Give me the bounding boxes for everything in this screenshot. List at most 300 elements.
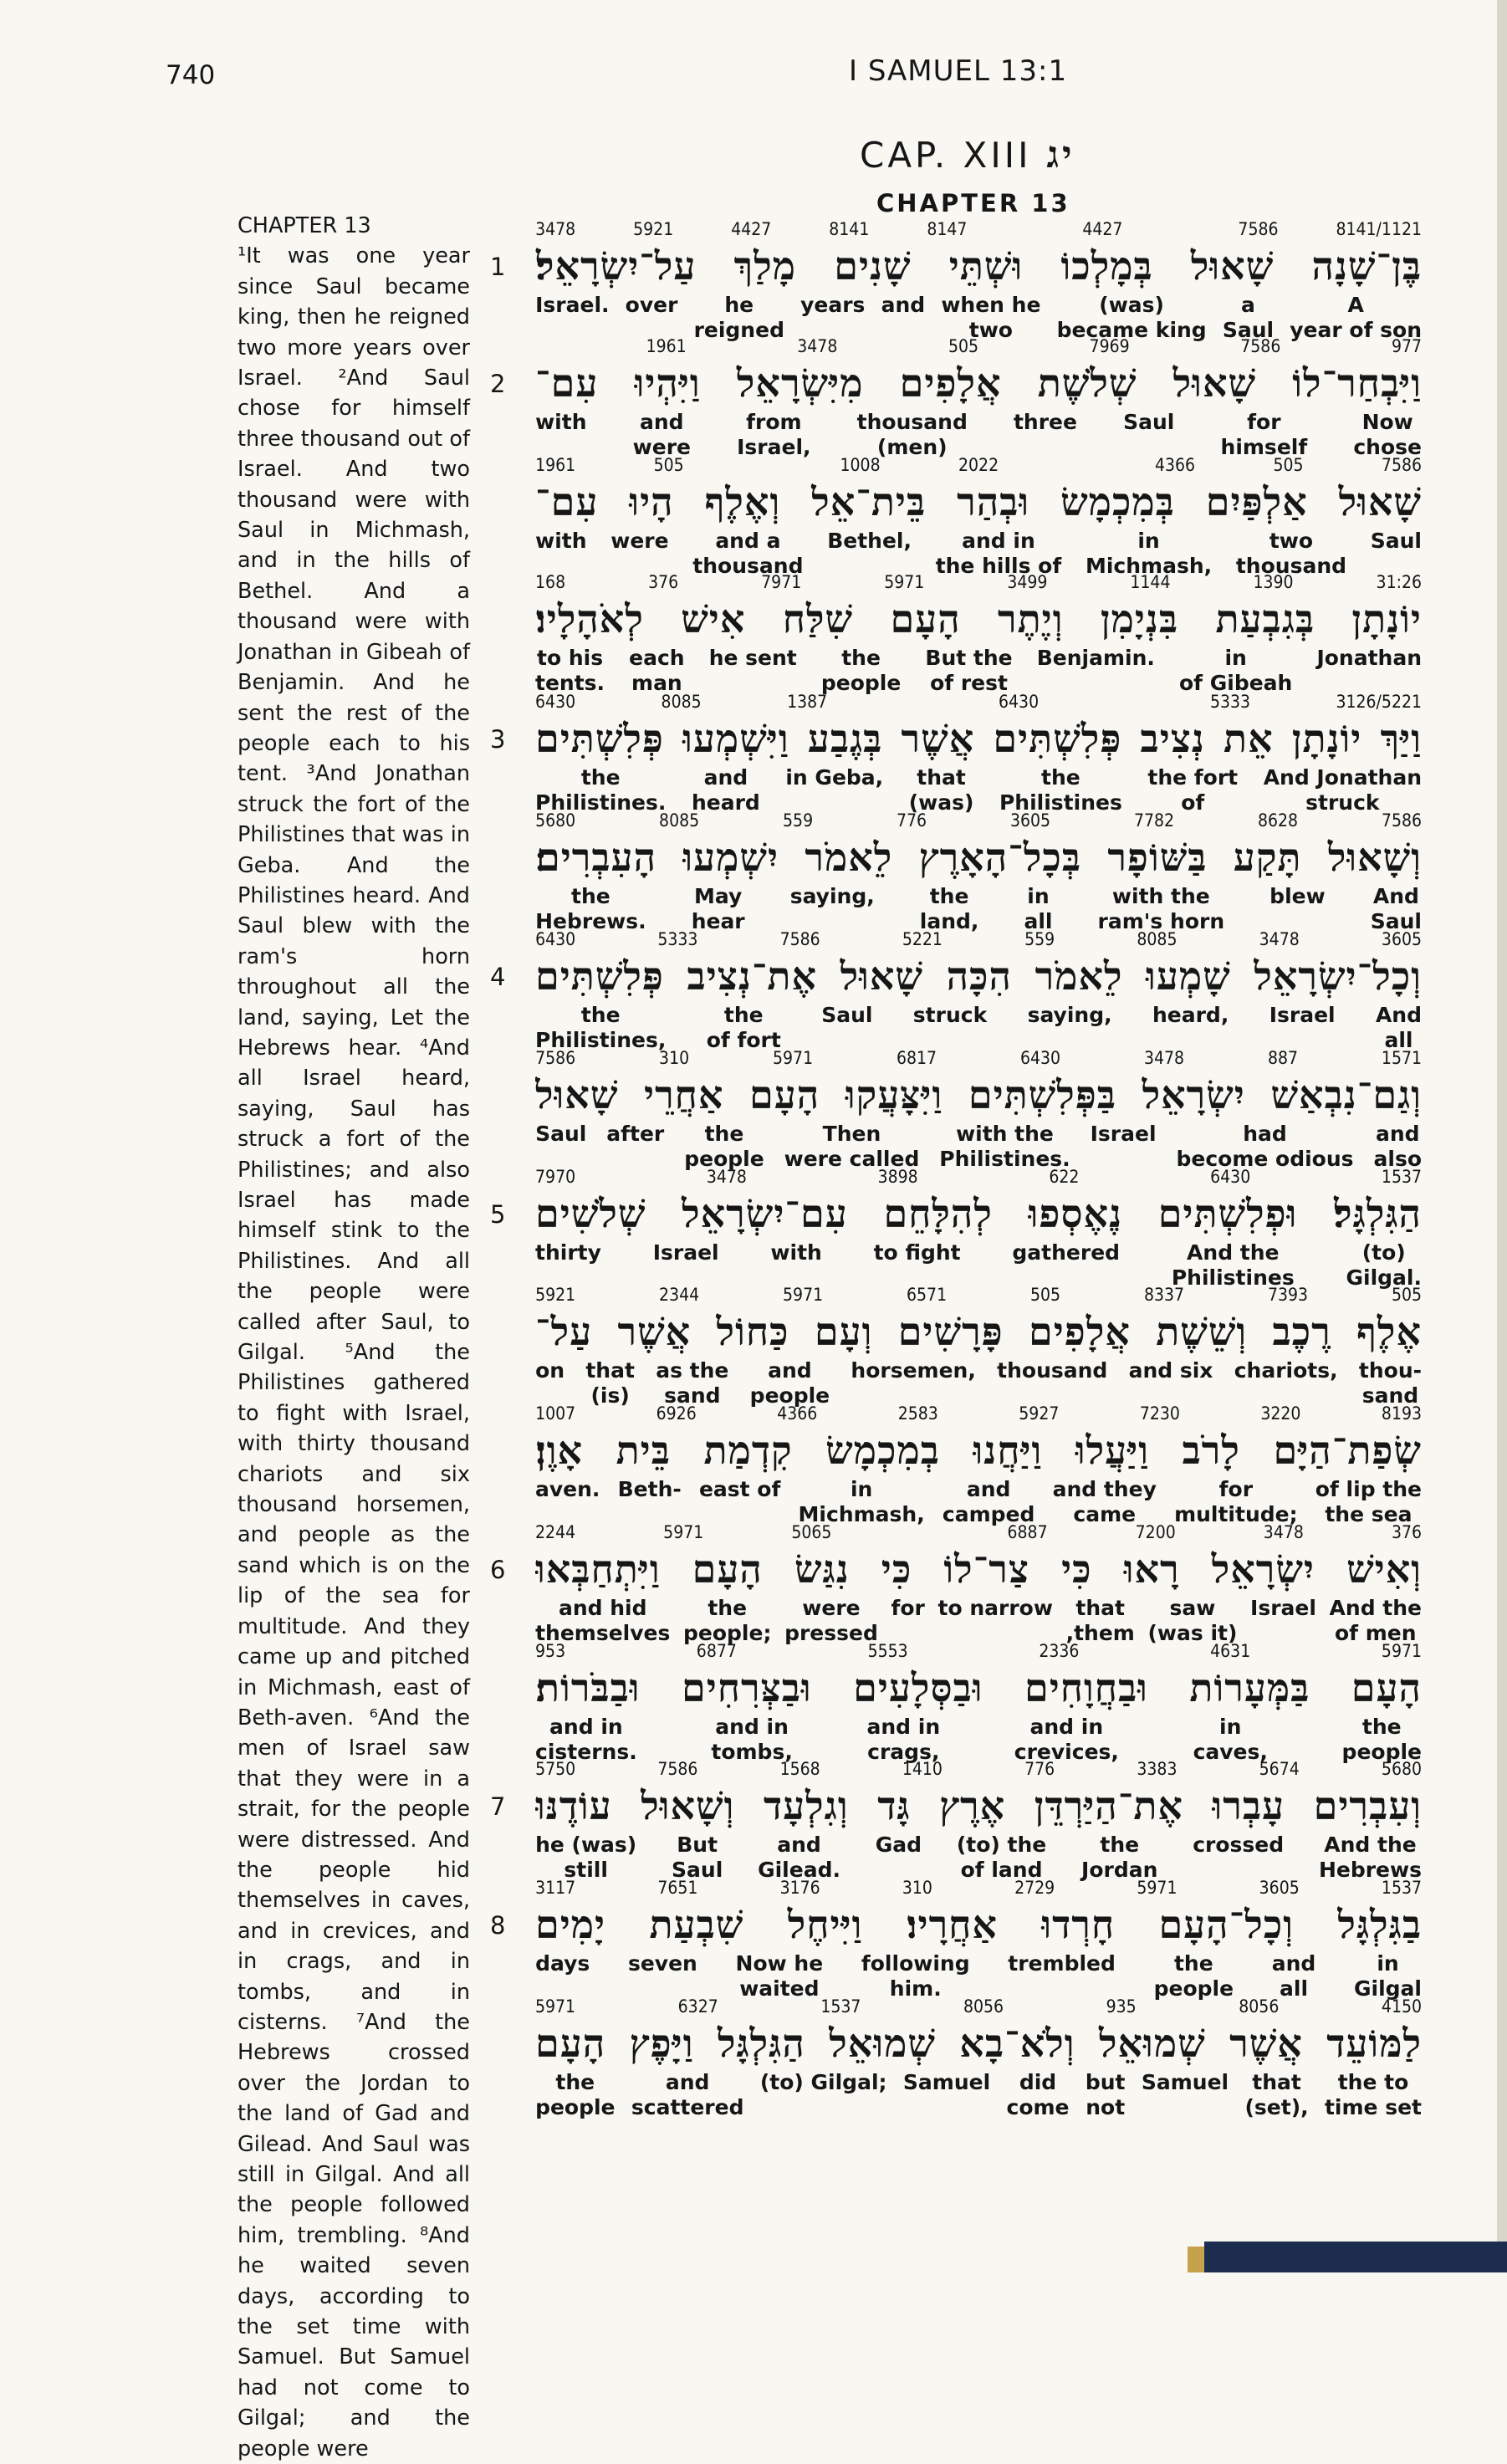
- chapter-cap-title: [860, 134, 1075, 176]
- strongs-number: 376: [648, 572, 679, 592]
- gloss-word: that (was): [908, 765, 974, 815]
- gloss-word: two thousand: [1235, 529, 1347, 578]
- strongs-number: 1961: [646, 336, 687, 356]
- hebrew-text-line: שָׁאוּל אַלְפַּיִם בְּמִכְמָשׂ וּבְהַר בֵּית־אֵל וְאֶלֶף הָיוּ עִם־: [535, 479, 1422, 524]
- verse-number: 7: [490, 1792, 506, 1821]
- gloss-word: with the Philistines.: [939, 1122, 1070, 1171]
- gloss-word: thirty: [535, 1240, 601, 1265]
- english-gloss-row: [535, 529, 1422, 579]
- gloss-word: Israel.: [535, 293, 610, 317]
- english-gloss-row: [535, 1477, 1422, 1527]
- gloss-word: the of fort: [706, 1003, 781, 1052]
- strongs-numbers-row: [535, 1878, 1422, 1903]
- gloss-word: and Gilead.: [758, 1833, 840, 1882]
- strongs-numbers-row: [535, 1641, 1422, 1666]
- gloss-word: Then were called: [784, 1122, 920, 1171]
- gloss-word: Benjamin.: [1036, 646, 1155, 670]
- strongs-number: 6817: [897, 1048, 937, 1068]
- strongs-number: 7393: [1267, 1285, 1309, 1305]
- english-text: ¹It was one year since Saul became king, then he reigned two more years over Israel. ²And Saul chose for himself three thousand out of Israel. And two thousand were with Saul in Michmash, and in the hills of Bethel. And a thousand were with Jonathan in Gibeah of Benjamin. And he sent the rest of the people each to his tent. ³And Jonathan struck the fort of the Philistines that was in Geba. And the Philistines heard. And Saul blew with the ram's horn throughout all the land, saying, Let the Hebrews hear. ⁴And all Israel heard, saying, Saul has struck a fort of the Philistines; and also Israel has made himself stink to the Philistines. And all the people were called after Saul, to Gilgal. ⁵And the Philistines gathered to fight with Israel, with thirty thousand chariots and six thousand horsemen, and people as the sand which is on the lip of the sea for multitude. And they came up and pitched in Michmash, east of Beth-aven. ⁶And the men of Israel saw that they were in a strait, for the people were distressed. And the people hid themselves in caves, and in crevices, and in crags, and in tombs, and in cisterns. ⁷And the Hebrews crossed over the Jordan to the land of Gad and Gilead. And Saul was still in Gilgal. And all the people followed him, trembling. ⁸And he waited seven days, according to the set time with Samuel. But Samuel had not come to Gilgal; and the people were: [238, 243, 470, 2461]
- strongs-number: 5921: [535, 1285, 576, 1305]
- gloss-word: for: [891, 1596, 925, 1620]
- strongs-number: 7970: [535, 1167, 576, 1187]
- strongs-number: 7782: [1133, 810, 1175, 831]
- strongs-number: 4366: [777, 1403, 818, 1424]
- gloss-word: and in tombs,: [711, 1715, 793, 1764]
- gloss-word: he (was) still: [535, 1833, 637, 1882]
- english-chapter-label: CHAPTER 13: [238, 213, 371, 238]
- strongs-number: 5674: [1259, 1759, 1300, 1779]
- strongs-numbers-row: [535, 572, 1422, 597]
- english-translation-column: [238, 211, 470, 2464]
- strongs-number: 559: [1024, 929, 1055, 949]
- strongs-number: 6430: [1019, 1048, 1061, 1068]
- gloss-word: Bethel,: [827, 529, 912, 553]
- strongs-number: 3898: [877, 1167, 918, 1187]
- strongs-number: 5971: [783, 1285, 824, 1305]
- strongs-number: 168: [535, 572, 566, 592]
- strongs-number: 2336: [1039, 1641, 1080, 1661]
- strongs-number: 2729: [1014, 1878, 1055, 1898]
- gloss-word: he reigned: [693, 293, 784, 342]
- gloss-word: And all: [1375, 1003, 1422, 1052]
- english-gloss-row: [535, 1003, 1422, 1053]
- gloss-word: in Michmash,: [798, 1477, 925, 1526]
- gloss-word: a Saul: [1222, 293, 1275, 342]
- gloss-word: for multitude;: [1174, 1477, 1298, 1526]
- english-gloss-row: [535, 1951, 1422, 2001]
- gloss-word: the Philistines,: [535, 1003, 667, 1052]
- gloss-word: Israel: [1090, 1122, 1157, 1146]
- english-gloss-row: [535, 1358, 1422, 1408]
- gloss-word: struck: [912, 1003, 988, 1027]
- gloss-word: horsemen,: [851, 1358, 976, 1383]
- strongs-number: 6571: [907, 1285, 948, 1305]
- strongs-number: 1961: [535, 455, 576, 475]
- strongs-number: 7586: [1238, 219, 1279, 239]
- gloss-word: were: [610, 529, 669, 553]
- english-gloss-row: [535, 1833, 1422, 1883]
- strongs-number: 3383: [1137, 1759, 1178, 1779]
- gloss-word: and six: [1128, 1358, 1213, 1383]
- strongs-numbers-row: [535, 1048, 1422, 1073]
- verse-number: 2: [490, 370, 506, 398]
- gloss-word: Israel: [1250, 1596, 1316, 1620]
- english-gloss-row: [535, 410, 1422, 460]
- gloss-word: Now chose: [1353, 410, 1422, 459]
- gloss-word: with: [770, 1240, 822, 1265]
- verse-number: 3: [490, 725, 506, 754]
- strongs-numbers-row: [535, 810, 1422, 836]
- gloss-word: days: [535, 1951, 590, 1976]
- gloss-word: saying,: [1027, 1003, 1112, 1027]
- gloss-word: Saul: [1123, 410, 1175, 434]
- gloss-word: Now he waited: [735, 1951, 824, 2001]
- strongs-number: 5065: [791, 1522, 832, 1542]
- hebrew-text-line: שְׂפַת־הַיָּם לָרֹב וַיַּעֲלוּ וַיַּחֲנוּ בְמִכְמָשׂ קִדְמַת בֵּית אָוֶן׃: [535, 1428, 1422, 1473]
- strongs-number: 1410: [902, 1759, 943, 1779]
- gloss-word: aven.: [535, 1477, 600, 1501]
- strongs-number: 5750: [535, 1759, 576, 1779]
- gloss-word: the Jordan: [1081, 1833, 1158, 1882]
- strongs-number: 6430: [535, 929, 576, 949]
- strongs-number: 310: [902, 1878, 932, 1898]
- gloss-word: the to time set: [1324, 2070, 1422, 2119]
- hebrew-text-line: וְגַם־נִבְאַשׁ יִשְׂרָאֵל בַּפְּלִשְׁתִּים וַיִּצָּעֲקוּ הָעָם אַחֲרֵי שָׁאוּל: [535, 1072, 1422, 1117]
- gloss-word: were pressed: [784, 1596, 878, 1645]
- gloss-word: to his tents.: [535, 646, 605, 695]
- strongs-number: 2244: [535, 1522, 576, 1542]
- strongs-number: 7586: [1381, 455, 1422, 475]
- gloss-word: the people: [535, 2070, 616, 2119]
- gloss-word: after: [606, 1122, 665, 1146]
- strongs-numbers-row: [535, 1522, 1422, 1547]
- gloss-word: May hear: [691, 884, 745, 933]
- english-gloss-row: [535, 1596, 1422, 1646]
- strongs-number: 505: [948, 336, 978, 356]
- gloss-word: the Philistines.: [535, 765, 667, 815]
- gloss-word: and camped: [942, 1477, 1035, 1526]
- gloss-word: Saul: [821, 1003, 873, 1027]
- strongs-number: 5221: [902, 929, 943, 949]
- strongs-number: 3499: [1007, 572, 1048, 592]
- strongs-number: 1008: [840, 455, 881, 475]
- gloss-word: and they came: [1052, 1477, 1157, 1526]
- strongs-number: 3605: [1381, 929, 1422, 949]
- strongs-number: 5333: [1209, 692, 1251, 712]
- strongs-number: 953: [535, 1641, 566, 1661]
- gloss-word: saw (was it): [1147, 1596, 1238, 1645]
- strongs-number: 776: [897, 810, 927, 831]
- strongs-number: 5921: [633, 219, 674, 239]
- strongs-number: 622: [1049, 1167, 1080, 1187]
- strongs-number: 1537: [820, 1996, 861, 2017]
- gloss-word: and in cisterns.: [535, 1715, 637, 1764]
- gloss-word: over: [625, 293, 678, 317]
- gloss-word: thousand (men): [856, 410, 968, 459]
- gloss-word: crossed: [1193, 1833, 1285, 1857]
- gloss-word: and people: [749, 1358, 830, 1408]
- strongs-number: 4427: [1082, 219, 1123, 239]
- strongs-number: 2022: [958, 455, 999, 475]
- gloss-word: the people: [820, 646, 902, 695]
- gloss-word: with: [535, 410, 587, 434]
- gloss-word: in Geba,: [785, 765, 884, 790]
- strongs-number: 1537: [1381, 1167, 1422, 1187]
- gloss-word: that (is): [585, 1358, 635, 1408]
- strongs-numbers-row: [535, 336, 1422, 361]
- hebrew-text-line: יוֹנָתָן בְּגִבְעַת בִּנְיָמִן וְיֶתֶר הָעָם שִׁלַּח אִישׁ לְאֹהָלָיו׃: [535, 596, 1422, 642]
- strongs-number: 7651: [657, 1878, 698, 1898]
- gloss-word: three: [1013, 410, 1077, 434]
- strongs-number: 8147: [927, 219, 968, 239]
- gloss-word: in Gilgal: [1354, 1951, 1422, 2001]
- strongs-number: 5333: [657, 929, 698, 949]
- strongs-numbers-row: [535, 1403, 1422, 1429]
- strongs-numbers-row: [535, 1759, 1422, 1784]
- strongs-number: 3117: [535, 1878, 576, 1898]
- gloss-word: each man: [629, 646, 685, 695]
- gloss-word: on: [535, 1358, 565, 1383]
- strongs-number: 1571: [1381, 1048, 1422, 1068]
- strongs-number: 8056: [1239, 1996, 1280, 2017]
- gloss-word: trembled: [1008, 1951, 1116, 1976]
- gloss-word: Saul: [535, 1122, 587, 1146]
- english-gloss-row: [535, 1240, 1422, 1291]
- strongs-number: 4150: [1381, 1996, 1422, 2017]
- strongs-number: 5971: [773, 1048, 814, 1068]
- strongs-number: 8085: [659, 810, 700, 831]
- strongs-number: 3176: [779, 1878, 820, 1898]
- strongs-number: 1387: [787, 692, 828, 712]
- gloss-word: in caves,: [1193, 1715, 1268, 1764]
- gloss-word: he sent: [708, 646, 797, 670]
- strongs-number: 4631: [1210, 1641, 1251, 1661]
- strongs-number: 7586: [779, 929, 820, 949]
- strongs-number: 7586: [657, 1759, 698, 1779]
- strongs-number: 1568: [779, 1759, 820, 1779]
- gloss-word: (to) Gilgal.: [1346, 1240, 1422, 1290]
- page-number: 740: [166, 60, 216, 90]
- strongs-number: 5680: [1381, 1759, 1422, 1779]
- strongs-numbers-row: [535, 1996, 1422, 2022]
- strongs-number: 6430: [999, 692, 1040, 712]
- gloss-word: blew: [1269, 884, 1326, 908]
- gloss-word: A year of son: [1290, 293, 1422, 342]
- strongs-number: 8085: [661, 692, 702, 712]
- strongs-number: 5680: [535, 810, 576, 831]
- strongs-number: 2583: [897, 1403, 938, 1424]
- hebrew-text-line: אֶלֶף רֶכֶב וְשֵׁשֶׁת אֲלָפִים פָּרָשִׁים וְעָם כַּחוֹל אֲשֶׁר עַל־: [535, 1309, 1422, 1354]
- strongs-number: 5927: [1019, 1403, 1060, 1424]
- gloss-word: in of Gibeah: [1178, 646, 1293, 695]
- gloss-word: (was) became king: [1056, 293, 1207, 342]
- hebrew-text-line: בַגִּלְגָּל וְכָל־הָעָם חָרְדוּ אַחֲרָיו׃ וַיִּיחֶל שִׁבְעַת יָמִים: [535, 1902, 1422, 1947]
- strongs-number: 505: [1391, 1285, 1422, 1305]
- gloss-word: But Saul: [672, 1833, 723, 1882]
- hebrew-text-line: הַגִּלְגָּל׃ וּפְלִשְׁתִּים נֶאֶסְפוּ לְהִלָּחֵם עִם־יִשְׂרָאֵל שְׁלֹשִׁים: [535, 1191, 1422, 1236]
- gloss-word: Gad: [875, 1833, 922, 1857]
- strongs-number: 8141: [829, 219, 870, 239]
- english-gloss-row: [535, 1122, 1422, 1172]
- strongs-number: 5971: [535, 1996, 576, 2017]
- verse-number: 5: [490, 1200, 506, 1229]
- verse-number: 4: [490, 963, 506, 991]
- gloss-word: Israel: [1269, 1003, 1336, 1027]
- gloss-word: in all: [1024, 884, 1053, 933]
- strongs-number: 1007: [535, 1403, 576, 1424]
- strongs-number: 310: [659, 1048, 690, 1068]
- hebrew-text-line: וְעִבְרִים עָבְרוּ אֶת־הַיַּרְדֵּן אֶרֶץ גָּד וְגִלְעָד וְשָׁאוּל עוֹדֶנּוּ: [535, 1783, 1422, 1828]
- strongs-numbers-row: [535, 1167, 1422, 1192]
- binding-edge: [1204, 2242, 1507, 2272]
- hebrew-text-line: וְכָל־יִשְׂרָאֵל שָׁמְעוּ לֵאמֹר הִכָּה שָׁאוּל אֶת־נְצִיב פְּלִשְׁתִּים: [535, 953, 1422, 999]
- gloss-word: the people;: [683, 1596, 772, 1645]
- strongs-number: 5971: [1381, 1641, 1422, 1661]
- strongs-number: 8141/1121: [1336, 219, 1422, 239]
- strongs-number: 5553: [867, 1641, 908, 1661]
- strongs-number: 1390: [1253, 572, 1294, 592]
- gloss-word: Saul: [1370, 529, 1422, 553]
- strongs-number: 3605: [1259, 1878, 1300, 1898]
- strongs-number: 3478: [535, 219, 576, 239]
- gloss-word: Samuel: [1141, 2070, 1229, 2094]
- strongs-number: 3220: [1260, 1403, 1301, 1424]
- gloss-word: chariots,: [1234, 1358, 1338, 1383]
- hebrew-text-line: וְאִישׁ יִשְׂרָאֵל רָאוּ כִּי צַר־לוֹ כִּי נִגַּשׂ הָעָם וַיִּתְחַבְּאוּ: [535, 1546, 1422, 1592]
- gloss-word: and in the hills of: [935, 529, 1062, 578]
- gloss-word: had become odious: [1176, 1122, 1354, 1171]
- gloss-word: when he two: [941, 293, 1041, 342]
- strongs-number: 8193: [1381, 1403, 1422, 1424]
- gloss-word: years: [800, 293, 866, 317]
- strongs-number: 7200: [1135, 1522, 1176, 1542]
- gloss-word: And Jonathan struck: [1263, 765, 1422, 815]
- verse-number: 6: [490, 1556, 506, 1584]
- strongs-number: 3478: [1259, 929, 1300, 949]
- strongs-number: 6430: [535, 692, 576, 712]
- strongs-number: 6327: [677, 1996, 718, 2017]
- strongs-numbers-row: [535, 1285, 1422, 1310]
- gloss-word: seven: [627, 1951, 697, 1976]
- strongs-number: 7586: [1240, 336, 1281, 356]
- strongs-number: 2344: [659, 1285, 700, 1305]
- strongs-number: 977: [1391, 336, 1422, 356]
- page-edge: [1497, 0, 1507, 2272]
- strongs-number: 6430: [1210, 1167, 1251, 1187]
- gloss-word: of lip the the sea: [1315, 1477, 1422, 1526]
- cap-title-hebrew: יג: [1046, 134, 1075, 176]
- strongs-number: 5971: [663, 1522, 704, 1542]
- gloss-word: but not: [1085, 2070, 1126, 2119]
- verse-number: 1: [490, 253, 506, 281]
- strongs-number: 3478: [706, 1167, 747, 1187]
- gloss-word: heard,: [1152, 1003, 1229, 1027]
- hebrew-text-line: הָעָם בַּמְּעָרוֹת וּבַחֲוָחִים וּבַסְּלָעִים וּבַצְּרִחִים וּבַבֹּרוֹת׃: [535, 1665, 1422, 1710]
- gloss-word: (to) Gilgal;: [759, 2070, 887, 2094]
- gloss-word: and heard: [691, 765, 760, 815]
- gloss-word: Samuel: [902, 2070, 991, 2094]
- gloss-word: and in crevices,: [1014, 1715, 1119, 1764]
- strongs-number: 4427: [731, 219, 772, 239]
- gloss-word: the people: [1341, 1715, 1422, 1764]
- gloss-word: the people: [684, 1122, 764, 1171]
- gloss-word: east of: [698, 1477, 781, 1501]
- gloss-word: (to) the of land: [956, 1833, 1047, 1882]
- strongs-number: 7586: [535, 1048, 576, 1068]
- gloss-word: thou- sand: [1358, 1358, 1422, 1408]
- strongs-number: 4366: [1154, 455, 1196, 475]
- strongs-number: 505: [1273, 455, 1304, 475]
- strongs-number: 6887: [1007, 1522, 1048, 1542]
- strongs-number: 1144: [1130, 572, 1171, 592]
- strongs-number: 31:26: [1376, 572, 1422, 592]
- gloss-word: for himself: [1220, 410, 1308, 459]
- english-gloss-row: [535, 646, 1422, 696]
- strongs-number: 3478: [1143, 1048, 1185, 1068]
- gloss-word: But the of rest: [925, 646, 1013, 695]
- gloss-word: the people: [1153, 1951, 1234, 2001]
- gloss-word: thousand: [997, 1358, 1108, 1383]
- strongs-number: 6926: [656, 1403, 697, 1424]
- gloss-word: with: [535, 529, 587, 553]
- gloss-word: did come: [1006, 2070, 1070, 2119]
- gloss-word: And Saul: [1370, 884, 1422, 933]
- gloss-word: and were: [632, 410, 691, 459]
- gloss-word: in Michmash,: [1085, 529, 1213, 578]
- strongs-number: 376: [1391, 1522, 1422, 1542]
- strongs-number: 935: [1106, 1996, 1137, 2017]
- strongs-number: 887: [1267, 1048, 1299, 1068]
- gloss-word: saying,: [789, 884, 875, 908]
- gloss-word: to narrow: [937, 1596, 1053, 1620]
- gloss-word: that ,them: [1065, 1596, 1135, 1645]
- strongs-number: 5971: [884, 572, 925, 592]
- strongs-number: 8337: [1143, 1285, 1185, 1305]
- gloss-word: the Philistines: [999, 765, 1122, 815]
- hebrew-text-line: בֶּן־שָׁנָה שָׁאוּל בְּמָלְכוֹ וּשְׁתֵּי שָׁנִים מָלַךְ עַל־יִשְׂרָאֵל׃: [535, 243, 1422, 289]
- chapter-heading: CHAPTER 13: [876, 189, 1070, 217]
- strongs-number: 559: [783, 810, 814, 831]
- gloss-word: and scattered: [631, 2070, 744, 2119]
- gloss-word: And the Philistines: [1171, 1240, 1295, 1290]
- gloss-word: and also: [1373, 1122, 1422, 1171]
- gloss-word: and hid themselves: [535, 1596, 671, 1645]
- english-gloss-row: [535, 293, 1422, 343]
- hebrew-text-line: לַמּוֹעֵד אֲשֶׁר שְׁמוּאֵל וְלֹא־בָא שְׁמוּאֵל הַגִּלְגָּל וַיָּפֶץ הָעָם: [535, 2021, 1422, 2066]
- gloss-word: the Hebrews.: [535, 884, 646, 933]
- english-gloss-row: [535, 1715, 1422, 1765]
- hebrew-text-line: וַיַּךְ יוֹנָתָן אֵת נְצִיב פְּלִשְׁתִּים אֲשֶׁר בְּגֶבַע וַיִּשְׁמְעוּ פְּלִשְׁתִּים: [535, 716, 1422, 761]
- gloss-word: from Israel,: [737, 410, 811, 459]
- running-title: I SAMUEL 13:1: [849, 54, 1068, 88]
- strongs-number: 7969: [1089, 336, 1130, 356]
- strongs-number: 3126/5221: [1336, 692, 1422, 712]
- english-gloss-row: [535, 2070, 1422, 2120]
- gloss-word: Jonathan: [1316, 646, 1422, 670]
- strongs-number: 8085: [1137, 929, 1178, 949]
- gloss-word: Beth-: [617, 1477, 682, 1501]
- strongs-number: 505: [653, 455, 684, 475]
- strongs-numbers-row: [535, 219, 1422, 244]
- gloss-word: gathered: [1012, 1240, 1121, 1265]
- hebrew-text-line: וַיִּבְחַר־לוֹ שָׁאוּל שְׁלֹשֶׁת אֲלָפִים מִיִּשְׂרָאֵל וַיִּהְיוּ עִם־: [535, 360, 1422, 406]
- strongs-number: 7586: [1381, 810, 1422, 831]
- gloss-word: and a thousand: [692, 529, 804, 578]
- strongs-number: 1537: [1381, 1878, 1422, 1898]
- strongs-number: 8628: [1257, 810, 1299, 831]
- english-gloss-row: [535, 884, 1422, 934]
- hebrew-text-line: וְשָׁאוּל תָּקַע בַּשּׁוֹפָר בְּכָל־הָאָרֶץ לֵאמֹר יִשְׁמְעוּ הָעִבְרִים׃: [535, 835, 1422, 880]
- strongs-number: 7230: [1139, 1403, 1180, 1424]
- gloss-word: and: [881, 293, 926, 317]
- english-gloss-row: [535, 765, 1422, 815]
- strongs-numbers-row: [535, 455, 1422, 480]
- gloss-word: And the Hebrews: [1318, 1833, 1422, 1882]
- strongs-numbers-row: [535, 929, 1422, 954]
- strongs-number: 3478: [1263, 1522, 1304, 1542]
- verse-number: 8: [490, 1911, 506, 1940]
- strongs-number: 6877: [696, 1641, 737, 1661]
- strongs-numbers-row: [535, 692, 1422, 717]
- gloss-word: Israel: [652, 1240, 719, 1265]
- gloss-word: and all: [1271, 1951, 1316, 2001]
- strongs-number: 3605: [1009, 810, 1051, 831]
- cap-title-latin: CAP. XIII: [860, 135, 1032, 176]
- gloss-word: following him.: [861, 1951, 970, 2001]
- gloss-word: and in crags,: [866, 1715, 941, 1764]
- gloss-word: And the of men: [1329, 1596, 1422, 1645]
